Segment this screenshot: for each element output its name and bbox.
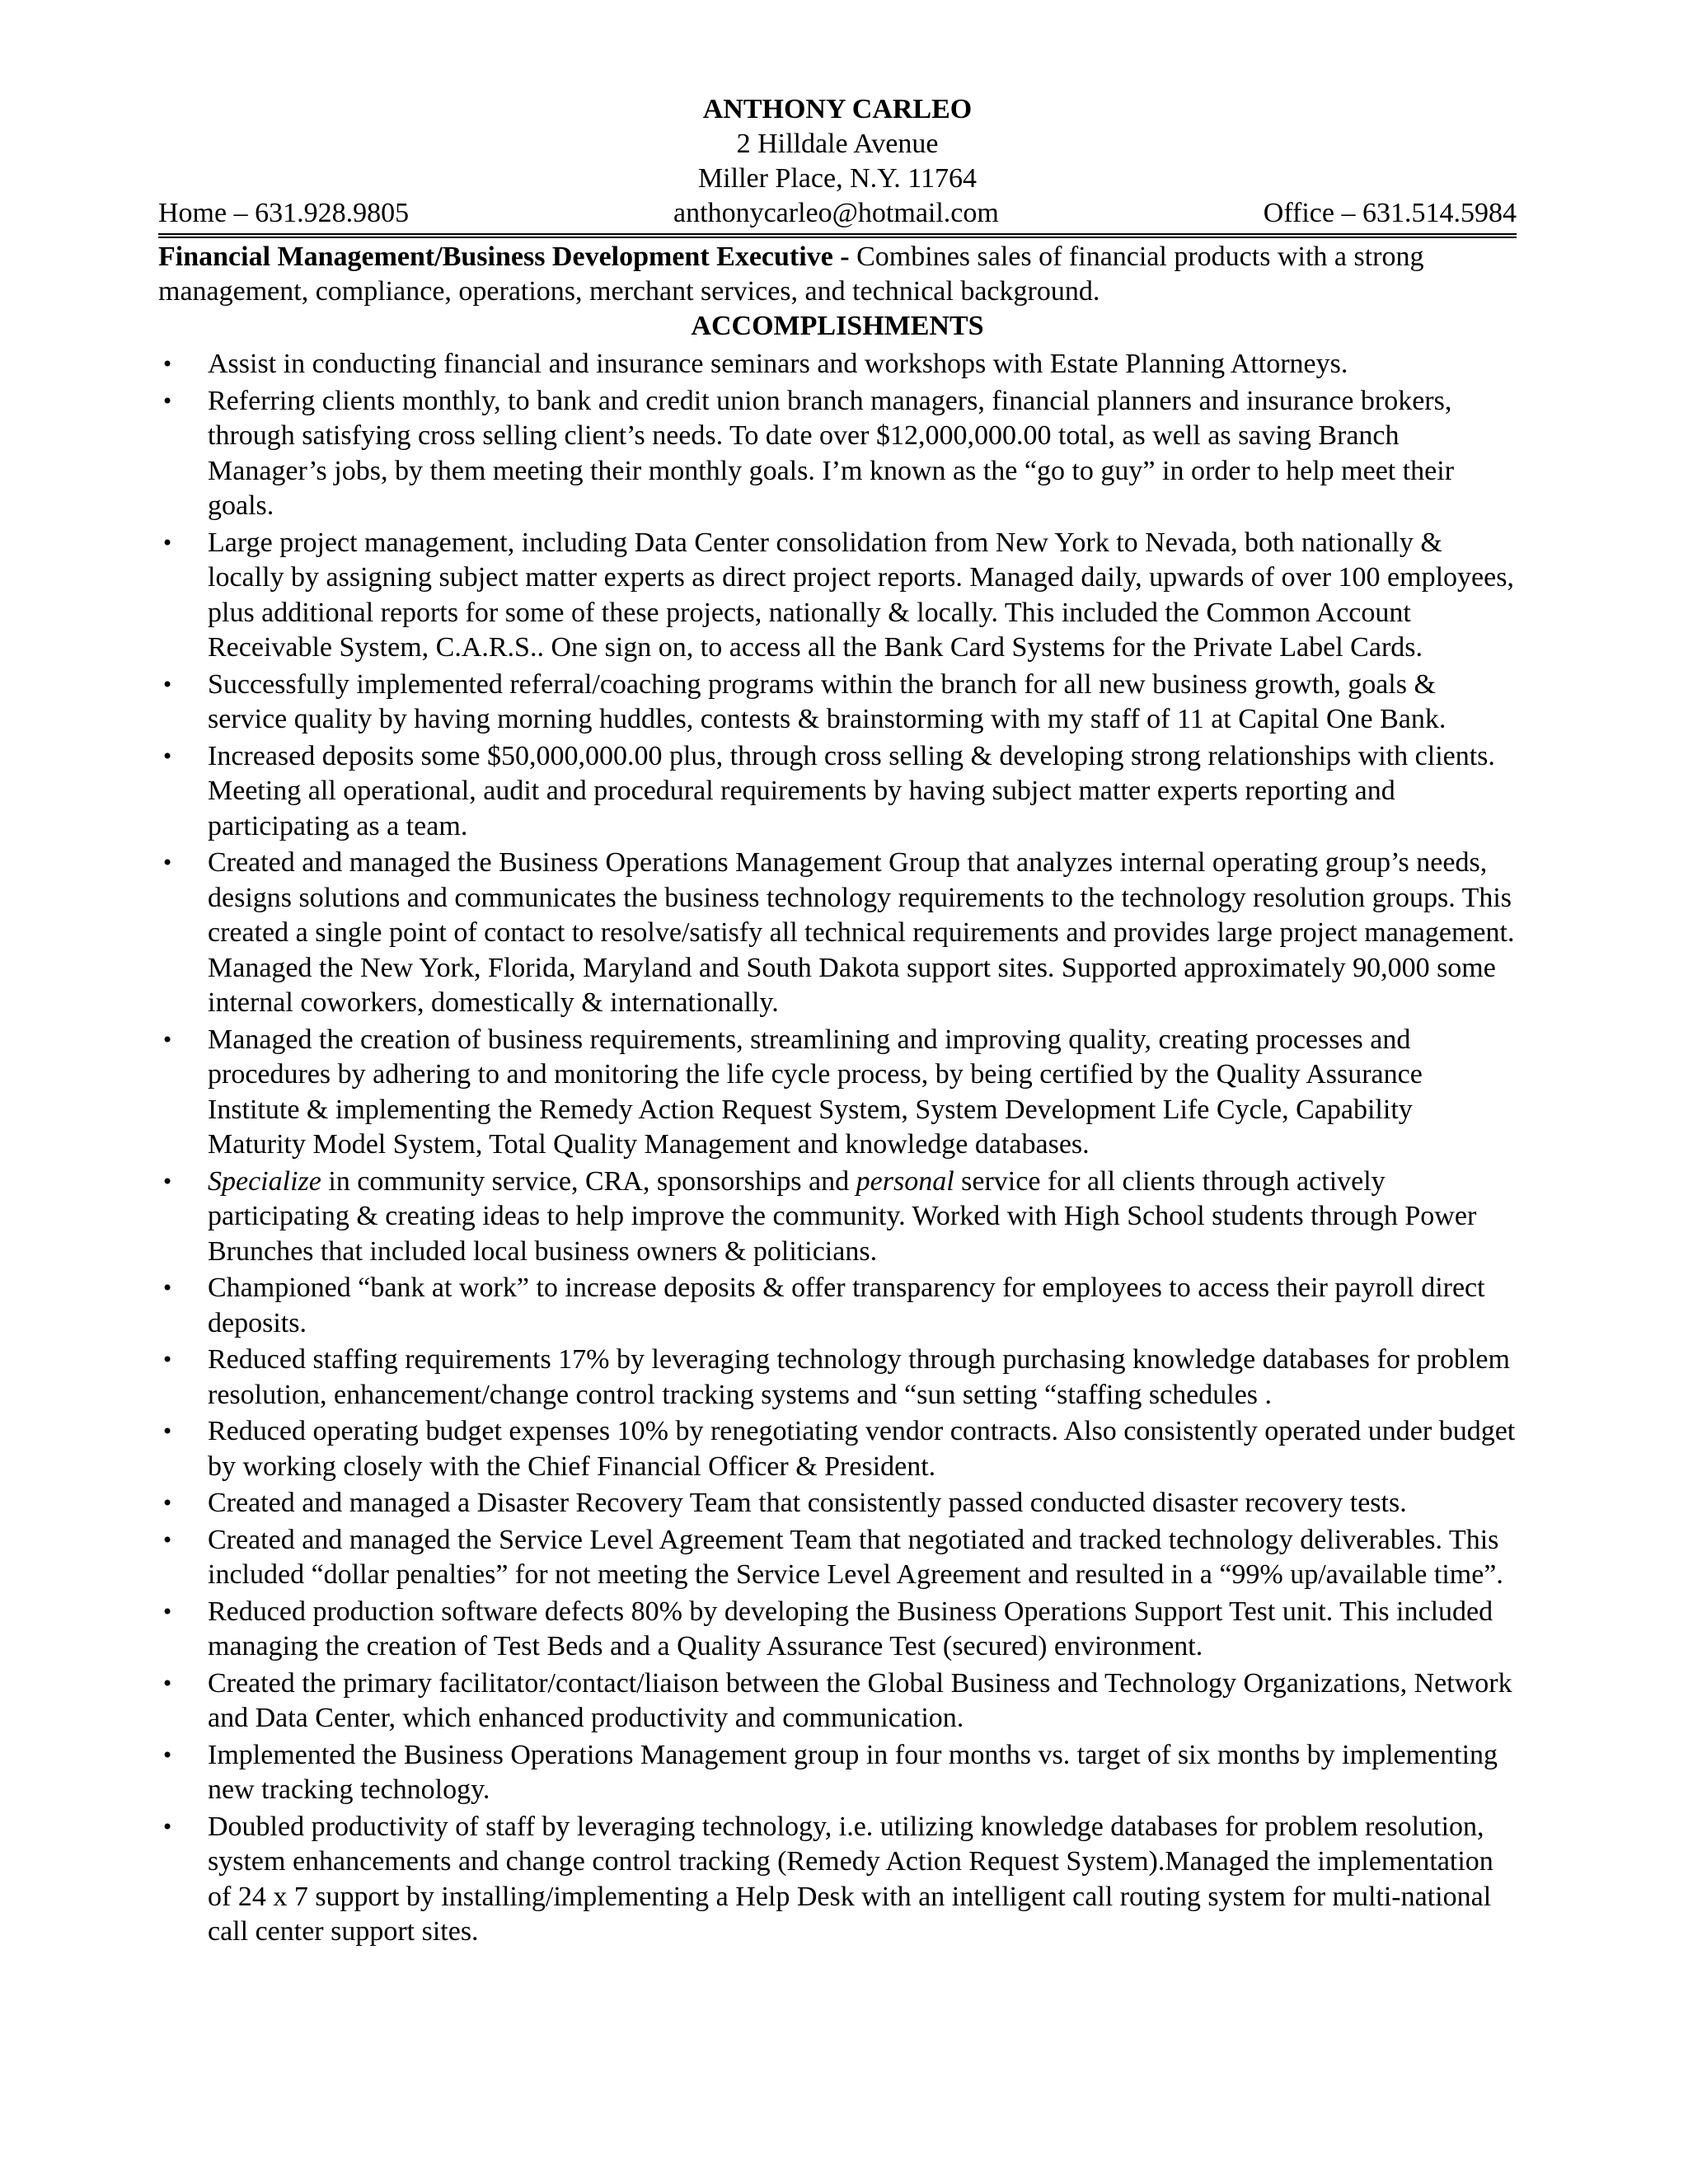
bullet-icon: • (162, 389, 174, 413)
address-line-1: 2 Hilldale Avenue (736, 129, 939, 159)
bullet-icon: • (162, 1277, 174, 1300)
office-phone: Office – 631.514.5984 (1263, 198, 1517, 228)
bullet-icon: • (162, 353, 174, 376)
bullet-icon: • (162, 1028, 174, 1052)
candidate-name: ANTHONY CARLEO (702, 94, 973, 124)
bullet-icon: • (162, 744, 174, 768)
bullet-icon: • (162, 1528, 174, 1552)
list-item: • Specialize in community service, CRA, sponsorships and personal service for all clients through actively participating & creating ideas to help improve the community. Worked with High School students through Power Brunches that included local business owners & politicians. (162, 1165, 1477, 1267)
bullet-icon: • (162, 1671, 174, 1695)
list-item: • Successfully implemented referral/coaching programs within the branch for all new business growth, goals & service quality by having morning huddles, contests & brainstorming with my staff of 11 at Capital One Bank. (162, 668, 1447, 734)
bullet-icon: • (162, 673, 174, 696)
accomplishments-list (158, 347, 1517, 1950)
list-item: • Implemented the Business Operations Management group in four months vs. target of six months by implementing new tracking technology. (162, 1739, 1498, 1805)
home-phone: Home – 631.928.9805 (158, 198, 410, 228)
bullet-icon: • (162, 1420, 174, 1443)
list-item: • Championed “bank at work” to increase deposits & offer transparency for employees to access their payroll direct deposits. (162, 1272, 1485, 1338)
bullet-icon: • (162, 1815, 174, 1839)
accomplishments-heading: ACCOMPLISHMENTS (691, 311, 984, 341)
bullet-icon: • (162, 1743, 174, 1767)
summary-title: Financial Management/Business Development Executive - (158, 241, 857, 272)
bullet-icon: • (162, 1492, 174, 1515)
list-item: • Increased deposits some $50,000,000.00 plus, through cross selling & developing strong relationships with clients. Meeting all operational, audit and procedural requirements by having subject matter experts reporting and participating as a team. (162, 740, 1495, 841)
list-item: • Reduced operating budget expenses 10% by renegotiating vendor contracts. Also consistently operated under budget by working closely with the Chief Financial Officer & President. (162, 1416, 1516, 1482)
list-item: • Created and managed the Service Level Agreement Team that negotiated and tracked technology deliverables. This included “dollar penalties” for not meeting the Service Level Agreement and resulted in a “99% up/available time”. (162, 1524, 1503, 1590)
bullet-icon: • (162, 531, 174, 555)
resume-page (158, 92, 1517, 1952)
address-line-2: Miller Place, N.Y. 11764 (697, 163, 978, 194)
list-item: • Reduced staffing requirements 17% by leveraging technology through purchasing knowledge databases for problem resolution, enhancement/change control tracking systems and “sun setting “staffing schedules . (162, 1344, 1510, 1410)
list-item: • Doubled productivity of staff by leveraging technology, i.e. utilizing knowledge databases for problem resolution, system enhancements and change control tracking (Remedy Action Request System).Managed the implementation of 24 x 7 support by installing/implementing a Help Desk with an intelligent call routing system for multi-national call center support sites. (162, 1811, 1493, 1947)
bullet-icon: • (162, 1600, 174, 1624)
professional-summary (158, 240, 1517, 309)
bullet-icon: • (162, 1169, 174, 1193)
list-item: • Created and managed a Disaster Recovery Team that consistently passed conducted disaster recovery tests. (158, 1486, 1517, 1521)
email-address: anthonycarleo@hotmail.com (673, 198, 999, 228)
list-item: • Reduced production software defects 80% by developing the Business Operations Support Test unit. This included managing the creation of Test Beds and a Quality Assurance Test (secured) environment. (162, 1596, 1493, 1661)
list-item: • Managed the creation of business requirements, streamlining and improving quality, creating processes and procedures by adhering to and monitoring the life cycle process, by being certified by the Quality Assurance Institute & implementing the Remedy Action Request System, System Development Life Cycle, Capability Maturity Model System, Total Quality Management and knowledge databases. (162, 1024, 1423, 1160)
bullet-icon: • (162, 1348, 174, 1371)
list-item: • Referring clients monthly, to bank and credit union branch managers, financial planners and insurance brokers, through satisfying cross selling client’s needs. To date over $12,000,000.00 total, as well as saving Branch Manager’s jobs, by them meeting their monthly goals. I’m known as the “go to guy” in order to help meet their goals. (162, 385, 1455, 521)
list-item: • Large project management, including Data Center consolidation from New York to Nevada, both nationally & locally by assigning subject matter experts as direct project reports. Managed daily, upwards of over 100 employees, plus additional reports for some of these projects, nationally & locally. This included the Common Account Receivable System, C.A.R.S.. One sign on, to access all the Bank Card Systems for the Private Label Cards. (162, 527, 1514, 663)
list-item: • Created and managed the Business Operations Management Group that analyzes internal operating group’s needs, designs solutions and communicates the business technology requirements to the technology resolution groups. This created a single point of contact to resolve/satisfy all technical requirements and provides large project management. Managed the New York, Florida, Maryland and South Dakota support sites. Supported approximately 90,000 some internal coworkers, domestically & internationally. (162, 847, 1515, 1018)
contact-row (158, 196, 1517, 238)
list-item: • Created the primary facilitator/contact/liaison between the Global Business and Technology Organizations, Network and Data Center, which enhanced productivity and communication. (162, 1667, 1512, 1733)
list-item: • Assist in conducting financial and insurance seminars and workshops with Estate Planning Attorneys. (158, 347, 1517, 382)
summary-text: Combines sales of financial products with a strong management, compliance, operations, merchant services, and technical background. (158, 241, 1424, 307)
bullet-icon: • (162, 851, 174, 874)
